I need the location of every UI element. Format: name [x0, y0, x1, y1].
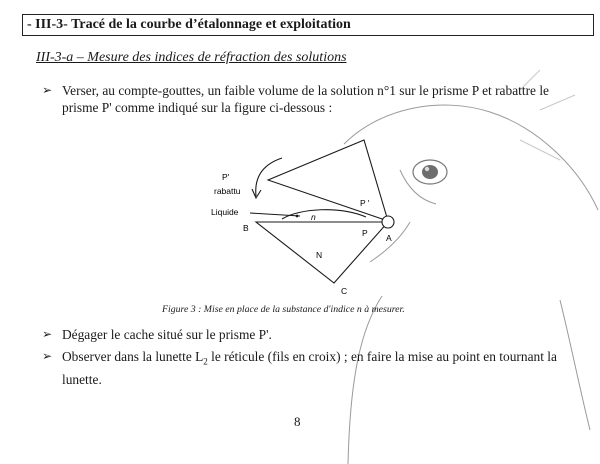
bullet-3-line-2: lunette.	[62, 371, 102, 387]
subsection-title: III-3-a – Mesure des indices de réfraction des solutions	[36, 50, 347, 65]
hinge-circle	[382, 216, 394, 228]
label-n: n	[311, 212, 316, 222]
bullet-item-3	[42, 348, 590, 387]
label-n-prism: N	[316, 250, 323, 260]
page-number: 8	[294, 414, 301, 429]
label-a: A	[386, 233, 392, 243]
liquid-drop	[282, 210, 366, 219]
prism-p-prime	[268, 140, 388, 221]
label-liquide: Liquide	[211, 207, 239, 217]
bullet-1-line-1: Verser, au compte-gouttes, un faible volume de la solution n°1 sur le prisme P et rabattre le	[62, 83, 549, 98]
arrow-bullet-icon: ➢	[42, 349, 53, 363]
arrow-bullet-icon: ➢	[42, 83, 53, 97]
bullet-text-2: Dégager le cache situé sur le prisme P'.	[62, 327, 272, 342]
bullet-text-3	[62, 348, 590, 388]
bullet-3-subscript: 2	[203, 356, 208, 367]
label-p-prime-top: P'	[222, 172, 230, 182]
label-c: C	[341, 286, 348, 296]
figure-caption: Figure 3 : Mise en place de la substance d'indice n à mesurer.	[162, 304, 405, 315]
label-rabattu: rabattu	[214, 186, 241, 196]
arrow-bullet-icon: ➢	[42, 327, 53, 341]
label-p-prime-right: P '	[360, 198, 370, 208]
bullet-3-line-1-before: Observer dans la lunette L	[62, 349, 204, 364]
label-b: B	[243, 223, 249, 233]
bullet-1-line-2: prisme P' comme indiqué sur la figure ci-dessous :	[62, 100, 333, 115]
bullet-3-line-1-after: le réticule (fils en croix) ; en faire la mise au point en tournant la	[207, 349, 557, 364]
rotation-arrow	[256, 158, 282, 196]
bullet-item-2	[42, 326, 590, 344]
label-p: P	[362, 228, 368, 238]
section-header-title: - III-3- Tracé de la courbe d’étalonnage et exploitation	[27, 17, 351, 32]
